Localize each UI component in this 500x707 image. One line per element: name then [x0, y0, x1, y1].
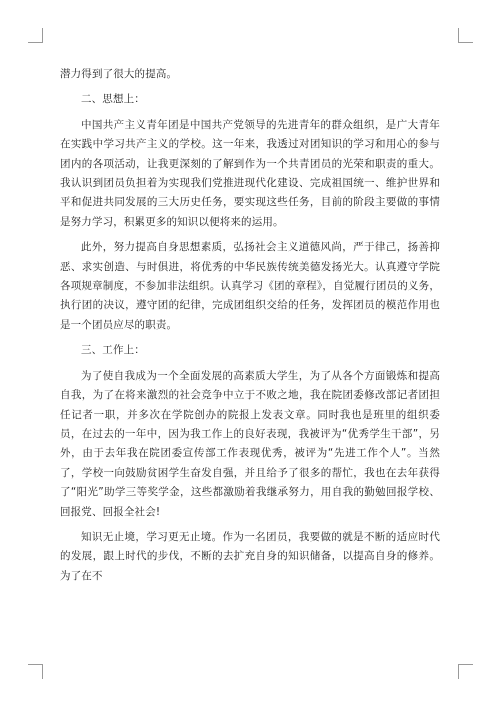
crop-mark-bottom-right — [458, 664, 473, 679]
paragraph-knowledge: 知识无止境，学习更无止境。作为一名团员，我要做的就是不断的适应时代的发展，跟上时代的步伐，不断的去扩充自身的知识储备，以提高自身的修养。为了在不 — [60, 530, 440, 582]
paragraph-continuation: 潜力得到了很大的提高。 — [60, 68, 178, 80]
crop-mark-top-right — [458, 28, 473, 43]
document-body — [60, 65, 440, 592]
paragraph-league-intro: 中国共产主义青年团是中国共产党领导的先进青年的群众组织，是广大青年在实践中学习共产主义的学校。这一年来，我透过对团知识的学习和用心的参与团内的各项活动，让我更深刻的了解到作为一个共青团员的光荣和职责的重大。我认识到团员负担着为实现我们党推进现代化建设、完成祖国统一、维护世界和平和促进共同发展的三大历史任务，要实现这些任务，目前的阶段主要做的事情是努力学习，积累更多的知识以便将来的运用。 — [60, 118, 440, 228]
crop-mark-bottom-left — [28, 664, 43, 679]
paragraph-ideology: 此外，努力提高自身思想素质，弘扬社会主义道德风尚，严于律己，扬善抑恶、求实创造、与时俱进，将优秀的中华民族传统美德发扬光大。认真遵守学院各项规章制度，不参加非法组织。认真学习《团的章程》，自觉履行团员的义务，执行团的决议，遵守团的纪律，完成团组织交给的任务，发挥团员的模范作用也是一个团员应尽的职责。 — [60, 241, 440, 331]
section-heading-thought: 二、思想上： — [81, 93, 145, 106]
paragraph-work: 为了使自我成为一个全面发展的高素质大学生，为了从各个方面锻炼和提高自我，为了在将来激烈的社会竞争中立于不败之地，我在院团委修改部记者团担任记者一职，并多次在学院创办的院报上发表文章。同时我也是班里的组织委员，在过去的一年中，因为我工作上的良好表现，我被评为“优秀学生干部”，另外，由于去年我在院团委宣传部工作表现优秀，被评为“先进工作个人”。当然了，学校一向鼓励贫困学生奋发自强，并且给予了很多的帮忙，我也在去年获得了“阳光”助学三等奖学金，这些都激励着我继承努力，用自我的勤勉回报学校、回报党、回报全社会! — [60, 369, 440, 518]
section-heading-work: 三、工作上： — [81, 344, 145, 357]
crop-mark-top-left — [28, 28, 43, 43]
